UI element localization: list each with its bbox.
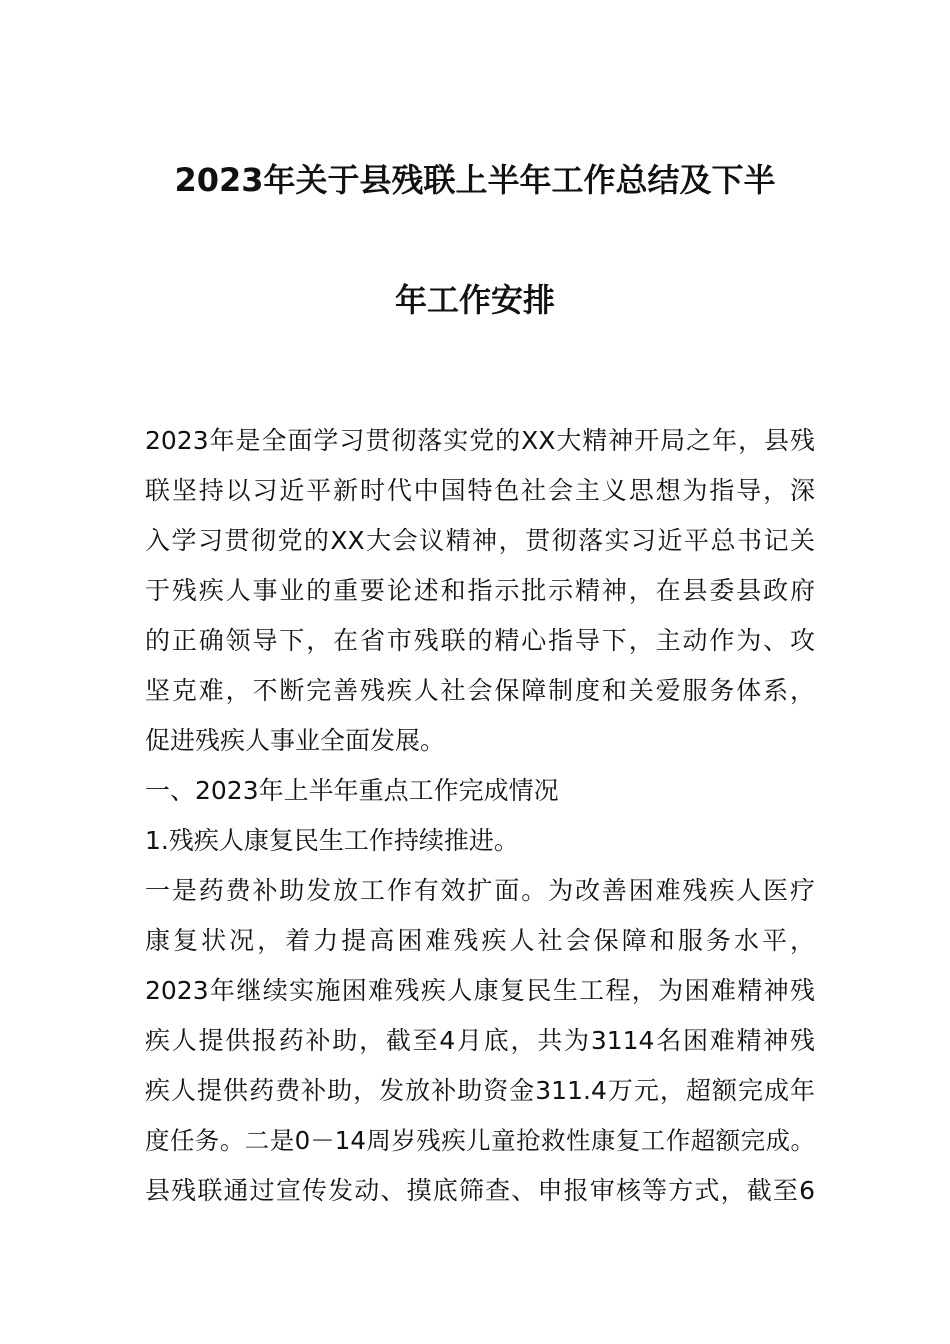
body-line-intro-2: 联坚持以习近平新时代中国特色社会主义思想为指导，深 — [145, 476, 815, 505]
document-title-line-2: 年工作安排 — [394, 281, 555, 319]
body-line-intro-6: 坚克难，不断完善残疾人社会保障制度和关爱服务体系， — [145, 676, 815, 705]
body-line-intro-7: 促进残疾人事业全面发展。 — [145, 726, 446, 755]
document-title-line-1: 2023年关于县残联上半年工作总结及下半 — [174, 161, 776, 199]
body-line-intro-4: 于残疾人事业的重要论述和指示批示精神，在县委县政府 — [145, 576, 815, 605]
body-line-para-7: 县残联通过宣传发动、摸底筛查、申报审核等方式，截至6 — [145, 1176, 815, 1205]
body-line-intro-1: 2023年是全面学习贯彻落实党的XX大精神开局之年，县残 — [145, 426, 815, 455]
subsection-heading: 1.残疾人康复民生工作持续推进。 — [145, 826, 519, 855]
body-line-para-5: 疾人提供药费补助，发放补助资金311.4万元，超额完成年 — [145, 1076, 815, 1105]
body-line-intro-5: 的正确领导下，在省市残联的精心指导下，主动作为、攻 — [145, 626, 815, 655]
body-line-para-2: 康复状况，着力提高困难残疾人社会保障和服务水平， — [145, 926, 815, 955]
document-body — [145, 416, 815, 1216]
body-line-para-3: 2023年继续实施困难残疾人康复民生工程，为困难精神残 — [145, 976, 815, 1005]
section-heading: 一、2023年上半年重点工作完成情况 — [145, 776, 559, 805]
body-line-para-1: 一是药费补助发放工作有效扩面。为改善困难残疾人医疗 — [145, 876, 815, 905]
body-line-para-6: 度任务。二是0－14周岁残疾儿童抢救性康复工作超额完成。 — [145, 1126, 815, 1155]
body-line-intro-3: 入学习贯彻党的XX大会议精神，贯彻落实习近平总书记关 — [145, 526, 815, 555]
body-line-para-4: 疾人提供报药补助，截至4月底，共为3114名困难精神残 — [145, 1026, 815, 1055]
